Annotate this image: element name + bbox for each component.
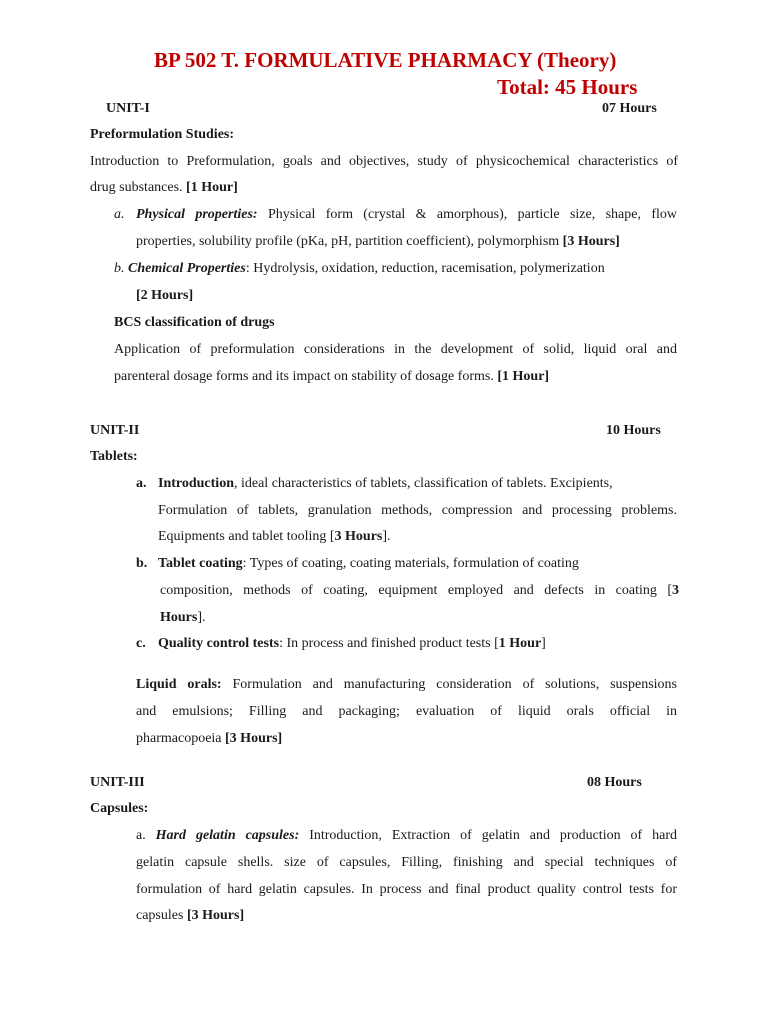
section-tablets: Tablets: bbox=[90, 449, 138, 464]
unit3-hours: 08 Hours bbox=[587, 775, 642, 790]
item-a-marker: a. bbox=[114, 207, 125, 222]
hard-gelatin-line2: gelatin capsule shells. size of capsules, Filling, finishing and special techniques of bbox=[136, 855, 677, 870]
section-preformulation: Preformulation Studies: bbox=[90, 127, 235, 142]
tablets-item-a-marker: a. bbox=[136, 476, 147, 491]
unit1-intro-line2: drug substances. [1 Hour] bbox=[90, 180, 238, 195]
total-hours: Total: 45 Hours bbox=[497, 75, 638, 99]
tablet-coating-line3: Hours]. bbox=[160, 610, 206, 625]
physical-properties-line1: Physical properties: Physical form (crystal & amorphous), particle size, shape, flow bbox=[136, 207, 677, 222]
unit2-hours: 10 Hours bbox=[606, 423, 661, 438]
unit3-heading: UNIT-III bbox=[90, 775, 145, 790]
quality-control-line: Quality control tests: In process and finished product tests [1 Hour] bbox=[158, 636, 546, 651]
liquid-orals-line3: pharmacopoeia [3 Hours] bbox=[136, 731, 283, 746]
hard-gelatin-line1: a. Hard gelatin capsules: Introduction, Extraction of gelatin and production of hard bbox=[136, 828, 678, 843]
introduction-line1: Introduction, ideal characteristics of tablets, classification of tablets. Excipients, bbox=[158, 476, 613, 491]
tablets-item-c-marker: c. bbox=[136, 636, 146, 651]
liquid-orals-line1: Liquid orals: Formulation and manufacturing consideration of solutions, suspensions bbox=[136, 677, 677, 692]
application-line1: Application of preformulation considerations in the development of solid, liquid oral and bbox=[114, 342, 677, 357]
unit1-heading: UNIT-I bbox=[106, 101, 150, 116]
bcs-heading: BCS classification of drugs bbox=[114, 315, 275, 330]
physical-properties-line2: properties, solubility profile (pKa, pH, partition coefficient), polymorphism [3 Hours] bbox=[136, 234, 620, 249]
chemical-properties-hours: [2 Hours] bbox=[136, 288, 194, 303]
unit1-hours: 07 Hours bbox=[602, 101, 657, 116]
liquid-orals-line2: and emulsions; Filling and packaging; evaluation of liquid orals official in bbox=[136, 704, 677, 719]
page-title: BP 502 T. FORMULATIVE PHARMACY (Theory) bbox=[154, 48, 617, 72]
tablet-coating-line1: Tablet coating: Types of coating, coating materials, formulation of coating bbox=[158, 556, 579, 571]
chemical-properties-line: b. Chemical Properties: Hydrolysis, oxidation, reduction, racemisation, polymerization bbox=[114, 261, 605, 276]
hard-gelatin-line4: capsules [3 Hours] bbox=[136, 908, 245, 923]
unit1-intro-line1: Introduction to Preformulation, goals and objectives, study of physicochemical characteristics of bbox=[90, 154, 678, 169]
introduction-line2: Formulation of tablets, granulation methods, compression and processing problems. bbox=[158, 503, 677, 518]
hard-gelatin-line3: formulation of hard gelatin capsules. In process and final product quality control tests for bbox=[136, 882, 677, 897]
application-line2: parenteral dosage forms and its impact on stability of dosage forms. [1 Hour] bbox=[114, 369, 550, 384]
tablet-coating-line2: composition, methods of coating, equipment employed and defects in coating [3 bbox=[160, 583, 679, 598]
unit2-heading: UNIT-II bbox=[90, 423, 140, 438]
tablets-item-b-marker: b. bbox=[136, 556, 148, 571]
introduction-line3: Equipments and tablet tooling [3 Hours]. bbox=[158, 529, 391, 544]
section-capsules: Capsules: bbox=[90, 801, 149, 816]
